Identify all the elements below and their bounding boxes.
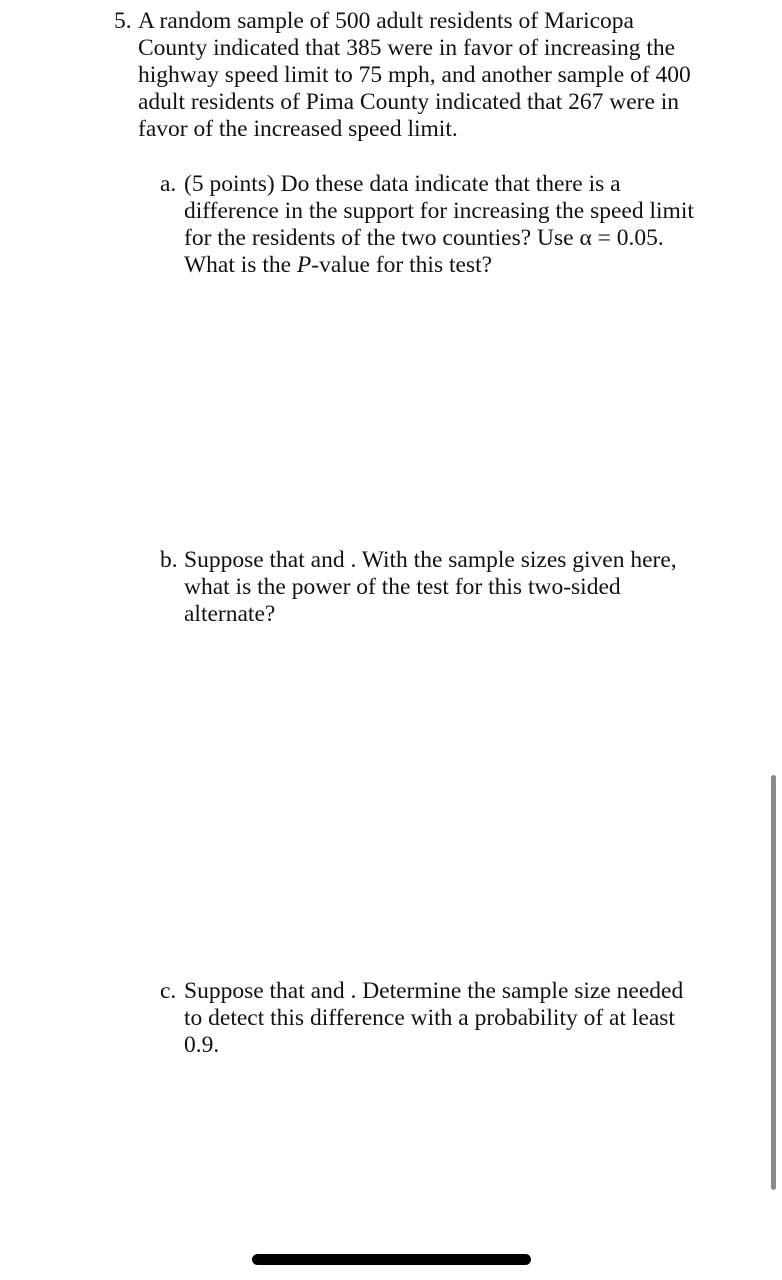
question-number: 5. — [114, 8, 132, 34]
part-b-line: alternate? — [184, 601, 276, 627]
home-indicator-bar[interactable] — [252, 1254, 531, 1265]
part-b-label: b. — [160, 547, 178, 573]
p-value-italic: P — [296, 252, 312, 278]
part-c-line: to detect this difference with a probability of at least — [184, 1005, 675, 1031]
part-c-label: c. — [160, 978, 177, 1004]
part-a-line — [184, 252, 714, 279]
vertical-scrollbar[interactable] — [771, 775, 776, 1190]
part-b-line: Suppose that and . With the sample sizes given here, — [184, 547, 677, 573]
part-c-line: 0.9. — [184, 1032, 220, 1058]
part-b-text — [184, 547, 714, 628]
part-a-line4-pre: What is the — [184, 252, 297, 278]
question-stem-line: highway speed limit to 75 mph, and another sample of 400 — [138, 62, 691, 88]
question-stem-line: favor of the increased speed limit. — [138, 116, 458, 142]
part-a-label: a. — [160, 171, 177, 197]
question-stem-line: County indicated that 385 were in favor of increasing the — [138, 35, 676, 61]
part-a-line: (5 points) Do these data indicate that there is a — [184, 171, 621, 197]
part-a-line: for the residents of the two counties? Use α = 0.05. — [184, 225, 664, 251]
part-a-line4-post: -value for this test? — [311, 252, 493, 278]
part-c-text — [184, 978, 714, 1059]
question-stem — [138, 8, 704, 143]
part-b-line: what is the power of the test for this two-sided — [184, 574, 621, 600]
question-stem-line: A random sample of 500 adult residents of Maricopa — [138, 8, 634, 34]
part-a-line: difference in the support for increasing the speed limit — [184, 198, 694, 224]
part-c-line: Suppose that and . Determine the sample size needed — [184, 978, 684, 1004]
question-stem-line: adult residents of Pima County indicated that 267 were in — [138, 89, 680, 115]
part-a-text — [184, 171, 714, 279]
